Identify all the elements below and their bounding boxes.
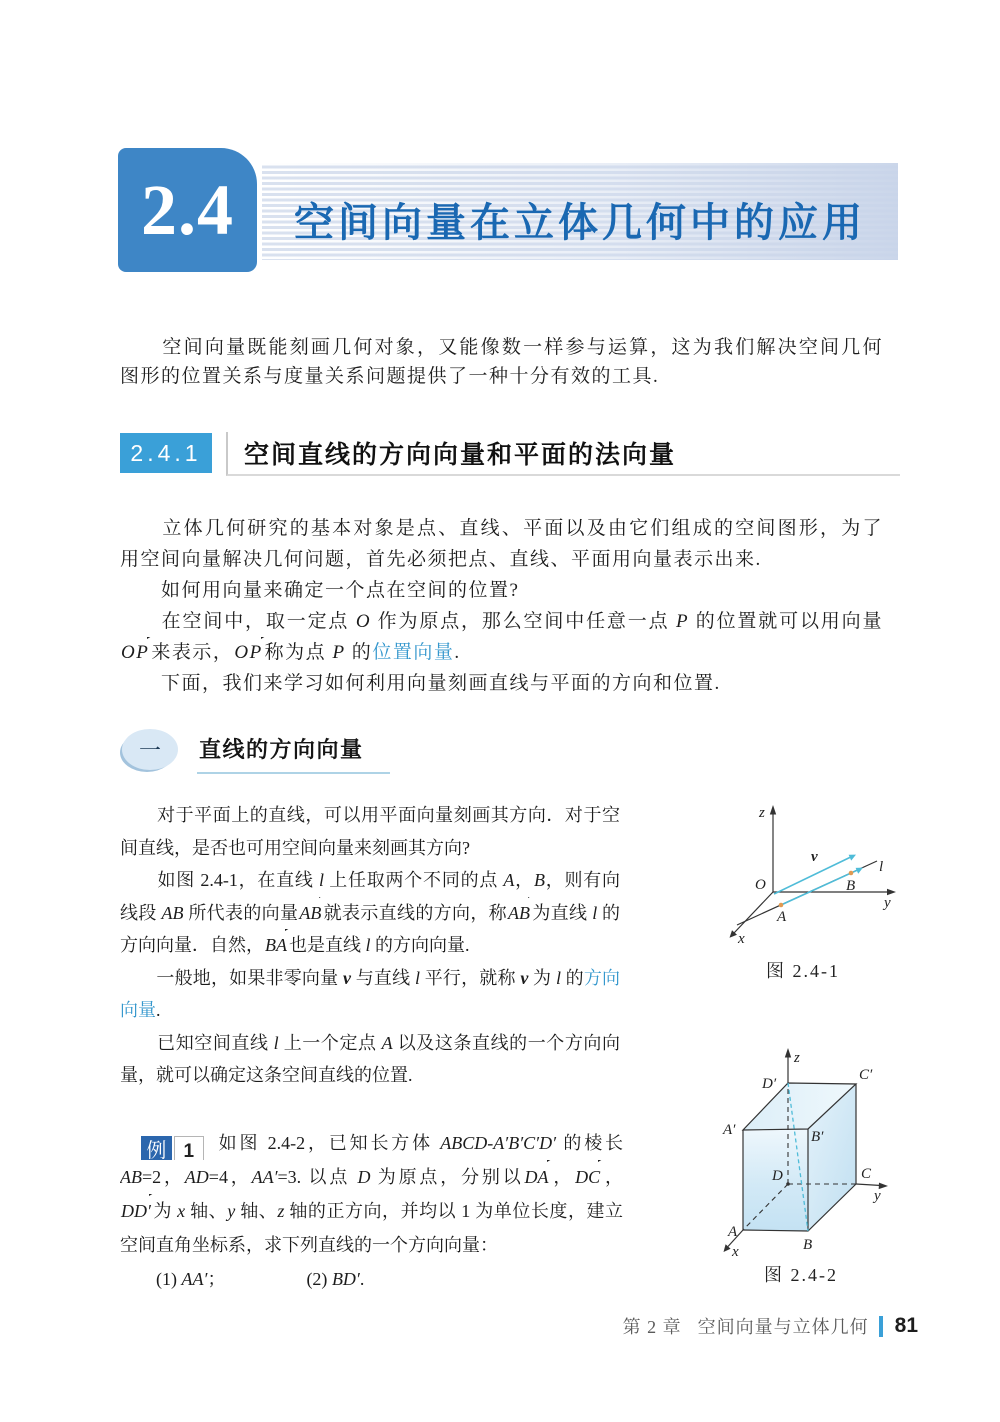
text-line xyxy=(120,1160,623,1194)
text-segment: 空间向量既能刻画几何对象，又能像数一样参与运算，这为我们解决空间几何 xyxy=(120,337,883,358)
vertex-Aprime-label: A′ xyxy=(723,1122,736,1138)
vector-v-label: v xyxy=(811,849,818,865)
text-segment: =4， xyxy=(208,1167,252,1187)
vector-text: OP xyxy=(120,637,151,668)
text-segment: A xyxy=(381,1032,393,1053)
vector-text: DD′ xyxy=(120,1194,153,1228)
text-segment: (2) xyxy=(306,1269,332,1289)
text-line xyxy=(120,962,620,995)
footer-divider-bar xyxy=(879,1316,883,1337)
text-line xyxy=(120,333,883,362)
text-segment: 轴的正方向，并均以 1 为单位长度，建立 xyxy=(284,1201,623,1221)
text-line xyxy=(120,1228,623,1262)
text-segment: 用空间向量解决几何问题，首先必须把点、直线、平面用向量表示出来. xyxy=(120,549,762,570)
z-axis-label: z xyxy=(759,805,765,821)
vector-text: DA xyxy=(524,1160,551,1194)
text-segment: 作为原点，那么空间中任意一点 xyxy=(371,611,677,632)
text-segment: . xyxy=(359,1269,365,1289)
text-line xyxy=(120,668,883,699)
text-segment: x xyxy=(177,1201,186,1221)
text-segment: ， xyxy=(550,1167,575,1187)
text-segment: 的 xyxy=(560,967,584,988)
text-line xyxy=(120,1262,623,1296)
direction-vector-paragraphs xyxy=(120,799,620,1092)
chapter-number: 2.4 xyxy=(141,169,234,250)
text-segment: 为直线 xyxy=(532,902,593,923)
text-segment: AA′ xyxy=(251,1167,278,1187)
term-highlight: 位置向量 xyxy=(372,642,455,663)
text-segment: l xyxy=(273,1032,279,1053)
text-segment: AA′ xyxy=(181,1269,208,1289)
text-segment: ABCD-A′B′C′D′ xyxy=(440,1133,557,1153)
figure-2-4-2-caption: 图 2.4-2 xyxy=(764,1265,838,1285)
text-segment: BD′ xyxy=(331,1269,360,1289)
term-highlight: 向量 xyxy=(120,1000,156,1020)
text-line xyxy=(120,1059,620,1092)
text-segment: ， xyxy=(514,870,534,890)
point-A-dot xyxy=(779,903,784,908)
text-segment: 就表示直线的方向，称 xyxy=(323,902,508,923)
text-segment: 方向向量．自然， xyxy=(120,935,264,955)
text-segment: ， xyxy=(602,1167,623,1187)
example-label-badge: 例 xyxy=(141,1136,172,1160)
footer-page-number: 81 xyxy=(894,1314,918,1337)
text-line xyxy=(120,832,620,865)
vector-text: DC xyxy=(574,1160,602,1194)
figure-2-4-1-caption: 图 2.4-1 xyxy=(766,961,840,981)
text-segment: 量，就可以确定这条空间直线的位置. xyxy=(120,1065,413,1085)
vertex-A-label: A xyxy=(728,1224,738,1240)
point-A-label: A xyxy=(777,909,787,925)
text-segment: 间直线，是否也可用空间向量来刻画其方向? xyxy=(120,837,470,858)
point-B-label: B xyxy=(846,878,856,894)
text-segment: 所代表的向量 xyxy=(183,902,299,923)
subsection-number-badge: 一 xyxy=(122,729,178,770)
vertex-C-label: C xyxy=(861,1166,872,1182)
text-segment: l xyxy=(555,967,561,988)
text-segment: (1) xyxy=(120,1269,182,1289)
text-segment: l xyxy=(414,967,420,988)
chapter-title-banner xyxy=(262,163,898,260)
text-segment: 以及这条直线的一个方向向 xyxy=(392,1032,620,1053)
text-segment: P xyxy=(676,611,690,632)
section-title-box xyxy=(226,432,900,476)
y-axis-label: y xyxy=(884,895,891,911)
text-segment: y xyxy=(227,1201,236,1221)
text-line xyxy=(120,1027,620,1060)
text-segment: 轴、 xyxy=(185,1201,228,1221)
text-line xyxy=(120,637,883,668)
cuboid-faces xyxy=(743,1083,856,1231)
text-segment: 上任取两个不同的点 xyxy=(323,870,504,890)
text-segment: v xyxy=(520,967,529,988)
text-segment: 下面，我们来学习如何利用向量刻画直线与平面的方向和位置. xyxy=(120,673,721,694)
vector-text: AB xyxy=(507,897,532,930)
text-segment: 轴、 xyxy=(235,1201,278,1221)
text-segment: B xyxy=(533,870,545,890)
text-line xyxy=(120,606,883,637)
x-axis-label: x xyxy=(732,1244,739,1260)
text-segment: 如何用向量来确定一个点在空间的位置? xyxy=(120,580,520,601)
text-segment: P xyxy=(332,642,346,663)
text-segment: O xyxy=(355,611,372,632)
text-line xyxy=(120,513,883,544)
figure-2-4-2 xyxy=(706,1038,896,1260)
chapter-number-box xyxy=(118,148,257,272)
axes xyxy=(734,813,889,933)
subsection-title: 直线的方向向量 xyxy=(197,733,390,774)
text-segment: 的 xyxy=(345,642,373,663)
example-1-paragraph xyxy=(120,1126,623,1296)
subsection-header xyxy=(122,729,390,777)
y-axis xyxy=(856,1184,881,1186)
text-segment: 在空间中，取一定点 xyxy=(120,611,356,632)
text-segment: 如图 2.4-2，已知长方体 xyxy=(215,1133,441,1153)
text-segment: 的棱长 xyxy=(556,1133,623,1153)
vector-text: AB xyxy=(298,897,323,930)
text-segment: 为 xyxy=(152,1201,178,1221)
example-number-badge: 1 xyxy=(174,1136,204,1160)
text-segment: 线段 xyxy=(120,902,162,923)
text-segment: 为 xyxy=(528,967,556,988)
text-segment: 空间直角坐标系，求下列直线的一个方向向量： xyxy=(120,1235,498,1255)
z-axis-label: z xyxy=(794,1050,800,1066)
text-segment: AB xyxy=(120,1167,142,1187)
text-segment: 的 xyxy=(597,902,620,923)
section-body-paragraphs xyxy=(120,513,883,699)
vector-text: BA xyxy=(264,929,289,962)
text-segment: AD xyxy=(184,1167,209,1187)
section-number-badge: 2.4.1 xyxy=(120,433,212,473)
figure-2-4-1 xyxy=(703,795,903,955)
text-segment: z xyxy=(277,1201,285,1221)
text-segment: ； xyxy=(207,1269,217,1289)
text-line xyxy=(120,864,620,897)
text-segment: ，则有向 xyxy=(544,870,620,890)
text-segment: 为原点，分别以 xyxy=(370,1167,524,1187)
text-segment: 平行，就称 xyxy=(420,967,521,988)
text-segment: 的方向向量. xyxy=(370,935,470,955)
x-axis xyxy=(734,892,773,933)
page-footer xyxy=(623,1312,918,1340)
text-segment: 与直线 xyxy=(351,967,415,988)
text-segment: AB xyxy=(161,902,184,923)
y-axis-label: y xyxy=(874,1188,881,1204)
origin-label: O xyxy=(755,877,766,893)
text-segment: 的位置就可以用向量 xyxy=(689,611,883,632)
text-line xyxy=(120,799,620,832)
term-highlight: 方向 xyxy=(583,967,620,988)
text-segment: l xyxy=(365,935,371,955)
axis-arrowheads xyxy=(730,805,897,938)
section-header xyxy=(120,432,898,474)
vector-text: OP xyxy=(233,637,264,668)
text-segment: v xyxy=(343,967,352,988)
text-line xyxy=(120,897,620,930)
text-segment: A xyxy=(503,870,515,890)
text-line xyxy=(120,575,883,606)
text-segment: . xyxy=(156,1000,161,1020)
text-segment: 图形的位置关系与度量关系问题提供了一种十分有效的工具. xyxy=(120,366,660,387)
text-line xyxy=(120,544,883,575)
text-segment xyxy=(120,1133,141,1153)
text-segment: . xyxy=(454,642,461,663)
origin-D-dot xyxy=(786,1182,790,1186)
vertex-Bprime-label: B′ xyxy=(811,1129,824,1145)
text-segment: =2， xyxy=(142,1167,185,1187)
text-segment: l xyxy=(592,902,598,923)
line-l-label: l xyxy=(879,859,884,875)
point-B-dot xyxy=(849,871,854,876)
text-line xyxy=(120,362,883,391)
text-line xyxy=(120,1126,623,1160)
section-title: 空间直线的方向向量和平面的法向量 xyxy=(244,441,677,469)
text-segment: 称为点 xyxy=(264,642,333,663)
text-line xyxy=(120,929,620,962)
text-segment: 已知空间直线 xyxy=(120,1032,274,1053)
footer-book-title: 空间向量与立体几何 xyxy=(697,1317,869,1337)
vertex-Cprime-label: C′ xyxy=(859,1067,873,1083)
text-segment xyxy=(216,1269,306,1289)
intro-paragraph xyxy=(120,333,883,391)
text-segment: 对于平面上的直线，可以用平面向量刻画其方向．对于空 xyxy=(120,805,620,825)
text-segment: =3. 以点 xyxy=(277,1167,358,1187)
vertex-D-label: D xyxy=(772,1168,783,1184)
text-segment: 上一个定点 xyxy=(278,1032,382,1053)
vertex-Dprime-label: D′ xyxy=(762,1076,777,1092)
text-line xyxy=(120,1194,623,1228)
text-segment: 立体几何研究的基本对象是点、直线、平面以及由它们组成的空间图形，为了 xyxy=(120,518,883,539)
text-line xyxy=(120,994,620,1027)
chapter-title: 空间向量在立体几何中的应用 xyxy=(294,200,866,245)
text-segment: 来表示， xyxy=(151,642,234,663)
x-axis-label: x xyxy=(738,931,745,947)
footer-chapter: 第 2 章 xyxy=(622,1317,682,1337)
text-segment: 一般地，如果非零向量 xyxy=(120,967,344,988)
vertex-B-label: B xyxy=(803,1237,813,1253)
text-segment: 也是直线 xyxy=(289,935,366,955)
text-segment: D xyxy=(357,1167,371,1187)
text-segment: 如图 2.4-1，在直线 xyxy=(120,870,319,890)
text-segment: l xyxy=(318,870,324,890)
